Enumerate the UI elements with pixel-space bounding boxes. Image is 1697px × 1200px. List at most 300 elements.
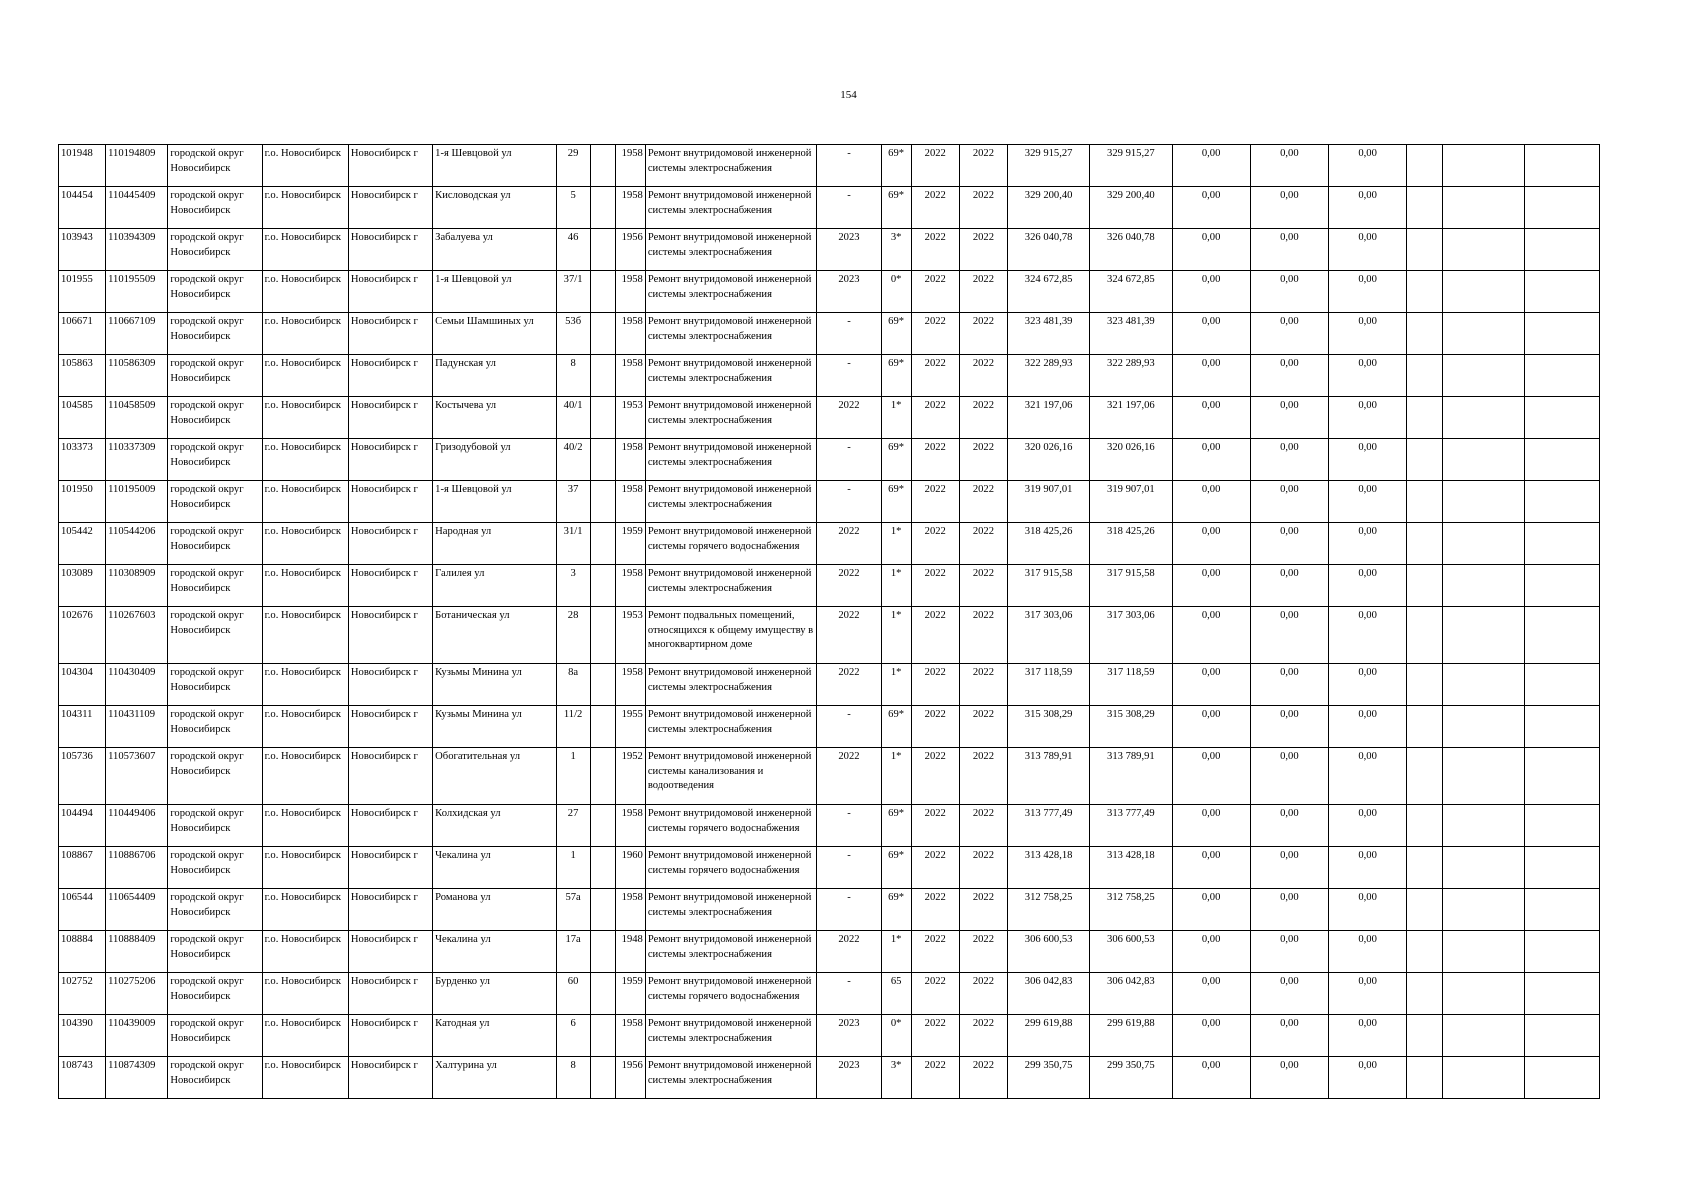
cell-plan-year-start: 2022	[911, 397, 959, 439]
cell-municipality: г.о. Новосибирск	[262, 271, 348, 313]
cell-cost-local: 0,00	[1329, 1015, 1407, 1057]
cell-total-cost: 313 428,18	[1007, 847, 1089, 889]
cell-work-type: Ремонт внутридомовой инженерной системы горячего водоснабжения	[645, 973, 817, 1015]
cell-total-cost: 306 600,53	[1007, 931, 1089, 973]
cell-locality: Новосибирск г	[348, 706, 432, 748]
cell-plan-year-start: 2022	[911, 931, 959, 973]
cell-plan-year-start: 2022	[911, 664, 959, 706]
cell-cost-local: 0,00	[1329, 271, 1407, 313]
cell-extra-col-1	[1407, 481, 1443, 523]
cell-extra-col-1	[1407, 397, 1443, 439]
cell-locality: Новосибирск г	[348, 355, 432, 397]
cell-extra-col-2	[1443, 565, 1524, 607]
cell-work-type: Ремонт внутридомовой инженерной системы электроснабжения	[645, 1015, 817, 1057]
cell-extra-col-3	[1524, 439, 1599, 481]
cell-plan-year-end: 2022	[959, 439, 1007, 481]
cell-build-year: 1958	[615, 889, 645, 931]
cell-municipal-district: городской округ Новосибирск	[168, 565, 262, 607]
cell-build-year: 1953	[615, 607, 645, 664]
cell-extra-col-2	[1443, 523, 1524, 565]
cell-object-code: 110275206	[106, 973, 168, 1015]
cell-work-type: Ремонт внутридомовой инженерной системы электроснабжения	[645, 355, 817, 397]
cell-extra-col-1	[1407, 229, 1443, 271]
cell-extra-col-3	[1524, 889, 1599, 931]
cell-cost-fund: 318 425,26	[1090, 523, 1172, 565]
cell-extra-col-2	[1443, 1057, 1524, 1099]
cell-plan-year-start: 2022	[911, 145, 959, 187]
cell-extra-col-1	[1407, 271, 1443, 313]
cell-cost-federal: 0,00	[1172, 889, 1250, 931]
cell-work-type: Ремонт внутридомовой инженерной системы электроснабжения	[645, 706, 817, 748]
cell-cost-fund: 317 915,58	[1090, 565, 1172, 607]
cell-cost-fund: 319 907,01	[1090, 481, 1172, 523]
cell-prev-year: -	[817, 439, 881, 481]
cell-extra-col-1	[1407, 805, 1443, 847]
cell-object-code: 110431109	[106, 706, 168, 748]
cell-extra-col-1	[1407, 664, 1443, 706]
cell-building	[590, 847, 615, 889]
cell-extra-col-2	[1443, 748, 1524, 805]
cell-cost-fund: 322 289,93	[1090, 355, 1172, 397]
cell-plan-year-end: 2022	[959, 805, 1007, 847]
cell-building	[590, 355, 615, 397]
cell-extra-col-1	[1407, 607, 1443, 664]
cell-object-code: 110458509	[106, 397, 168, 439]
cell-build-year: 1958	[615, 565, 645, 607]
cell-object-code: 110449406	[106, 805, 168, 847]
cell-extra-col-3	[1524, 607, 1599, 664]
cell-total-cost: 317 303,06	[1007, 607, 1089, 664]
cell-extra-col-1	[1407, 973, 1443, 1015]
cell-cost-federal: 0,00	[1172, 706, 1250, 748]
cell-work-type: Ремонт внутридомовой инженерной системы электроснабжения	[645, 271, 817, 313]
cell-extra-col-1	[1407, 847, 1443, 889]
cell-build-year: 1956	[615, 229, 645, 271]
table-row	[59, 805, 1600, 847]
table-row	[59, 748, 1600, 805]
cell-house-number: 5	[556, 187, 590, 229]
cell-locality: Новосибирск г	[348, 889, 432, 931]
cell-extra-col-2	[1443, 271, 1524, 313]
cell-street: Гризодубовой ул	[433, 439, 556, 481]
cell-prev-year: -	[817, 187, 881, 229]
cell-cost-fund: 313 789,91	[1090, 748, 1172, 805]
cell-cost-local: 0,00	[1329, 565, 1407, 607]
cell-row-id: 105442	[59, 523, 106, 565]
cell-total-cost: 317 118,59	[1007, 664, 1089, 706]
cell-cost-local: 0,00	[1329, 145, 1407, 187]
cell-municipal-district: городской округ Новосибирск	[168, 664, 262, 706]
cell-municipal-district: городской округ Новосибирск	[168, 607, 262, 664]
cell-cost-fund: 313 777,49	[1090, 805, 1172, 847]
cell-house-number: 8	[556, 1057, 590, 1099]
cell-row-id: 101950	[59, 481, 106, 523]
cell-total-cost: 323 481,39	[1007, 313, 1089, 355]
cell-cost-regional: 0,00	[1250, 847, 1328, 889]
cell-house-number: 40/1	[556, 397, 590, 439]
cell-cost-local: 0,00	[1329, 748, 1407, 805]
cell-extra-col-2	[1443, 229, 1524, 271]
cell-plan-year-end: 2022	[959, 607, 1007, 664]
cell-municipality: г.о. Новосибирск	[262, 229, 348, 271]
cell-work-type: Ремонт внутридомовой инженерной системы электроснабжения	[645, 931, 817, 973]
cell-total-cost: 329 915,27	[1007, 145, 1089, 187]
cell-object-code: 110654409	[106, 889, 168, 931]
cell-house-number: 40/2	[556, 439, 590, 481]
cell-total-cost: 318 425,26	[1007, 523, 1089, 565]
cell-prev-year: 2023	[817, 1057, 881, 1099]
cell-row-id: 108867	[59, 847, 106, 889]
cell-extra-col-2	[1443, 973, 1524, 1015]
cell-work-type: Ремонт внутридомовой инженерной системы горячего водоснабжения	[645, 847, 817, 889]
cell-cost-regional: 0,00	[1250, 931, 1328, 973]
cell-plan-year-end: 2022	[959, 523, 1007, 565]
cell-street: Кисловодская ул	[433, 187, 556, 229]
cell-municipality: г.о. Новосибирск	[262, 565, 348, 607]
cell-wear-percent: 3*	[881, 1057, 911, 1099]
cell-extra-col-3	[1524, 706, 1599, 748]
cell-row-id: 104311	[59, 706, 106, 748]
cell-total-cost: 329 200,40	[1007, 187, 1089, 229]
cell-build-year: 1960	[615, 847, 645, 889]
cell-extra-col-2	[1443, 481, 1524, 523]
cell-municipality: г.о. Новосибирск	[262, 439, 348, 481]
cell-extra-col-1	[1407, 439, 1443, 481]
cell-plan-year-start: 2022	[911, 565, 959, 607]
cell-cost-regional: 0,00	[1250, 439, 1328, 481]
cell-municipality: г.о. Новосибирск	[262, 313, 348, 355]
cell-cost-regional: 0,00	[1250, 748, 1328, 805]
cell-extra-col-2	[1443, 847, 1524, 889]
cell-work-type: Ремонт подвальных помещений, относящихся к общему имуществу в многоквартирном доме	[645, 607, 817, 664]
cell-wear-percent: 3*	[881, 229, 911, 271]
cell-building	[590, 889, 615, 931]
cell-extra-col-1	[1407, 565, 1443, 607]
cell-street: Кузьмы Минина ул	[433, 664, 556, 706]
cell-cost-federal: 0,00	[1172, 271, 1250, 313]
cell-locality: Новосибирск г	[348, 523, 432, 565]
cell-extra-col-3	[1524, 748, 1599, 805]
cell-build-year: 1958	[615, 664, 645, 706]
cell-municipality: г.о. Новосибирск	[262, 1057, 348, 1099]
cell-locality: Новосибирск г	[348, 481, 432, 523]
cell-street: Забалуева ул	[433, 229, 556, 271]
cell-municipality: г.о. Новосибирск	[262, 397, 348, 439]
cell-cost-fund: 317 303,06	[1090, 607, 1172, 664]
cell-cost-fund: 317 118,59	[1090, 664, 1172, 706]
cell-extra-col-2	[1443, 805, 1524, 847]
cell-street: Кузьмы Минина ул	[433, 706, 556, 748]
cell-extra-col-3	[1524, 271, 1599, 313]
cell-locality: Новосибирск г	[348, 748, 432, 805]
cell-wear-percent: 69*	[881, 481, 911, 523]
cell-plan-year-end: 2022	[959, 271, 1007, 313]
cell-municipal-district: городской округ Новосибирск	[168, 187, 262, 229]
cell-total-cost: 319 907,01	[1007, 481, 1089, 523]
cell-municipality: г.о. Новосибирск	[262, 187, 348, 229]
cell-cost-federal: 0,00	[1172, 187, 1250, 229]
cell-cost-fund: 326 040,78	[1090, 229, 1172, 271]
cell-build-year: 1958	[615, 805, 645, 847]
cell-object-code: 110195509	[106, 271, 168, 313]
cell-total-cost: 313 777,49	[1007, 805, 1089, 847]
cell-wear-percent: 1*	[881, 397, 911, 439]
table-row	[59, 145, 1600, 187]
table-row	[59, 481, 1600, 523]
table-row	[59, 607, 1600, 664]
cell-row-id: 103943	[59, 229, 106, 271]
table-row	[59, 847, 1600, 889]
cell-cost-regional: 0,00	[1250, 607, 1328, 664]
cell-cost-local: 0,00	[1329, 187, 1407, 229]
cell-work-type: Ремонт внутридомовой инженерной системы электроснабжения	[645, 1057, 817, 1099]
cell-wear-percent: 69*	[881, 313, 911, 355]
cell-cost-federal: 0,00	[1172, 931, 1250, 973]
cell-street: Халтурина ул	[433, 1057, 556, 1099]
cell-plan-year-end: 2022	[959, 1015, 1007, 1057]
cell-building	[590, 271, 615, 313]
cell-work-type: Ремонт внутридомовой инженерной системы электроснабжения	[645, 889, 817, 931]
cell-building	[590, 481, 615, 523]
cell-wear-percent: 1*	[881, 664, 911, 706]
cell-prev-year: 2022	[817, 523, 881, 565]
cell-street: Падунская ул	[433, 355, 556, 397]
cell-prev-year: -	[817, 313, 881, 355]
cell-plan-year-start: 2022	[911, 889, 959, 931]
cell-plan-year-end: 2022	[959, 187, 1007, 229]
cell-cost-local: 0,00	[1329, 706, 1407, 748]
cell-municipality: г.о. Новосибирск	[262, 664, 348, 706]
cell-build-year: 1953	[615, 397, 645, 439]
cell-object-code: 110267603	[106, 607, 168, 664]
cell-building	[590, 523, 615, 565]
cell-extra-col-2	[1443, 931, 1524, 973]
cell-cost-fund: 320 026,16	[1090, 439, 1172, 481]
cell-extra-col-2	[1443, 439, 1524, 481]
cell-prev-year: 2022	[817, 931, 881, 973]
cell-row-id: 102676	[59, 607, 106, 664]
cell-row-id: 102752	[59, 973, 106, 1015]
cell-wear-percent: 1*	[881, 607, 911, 664]
table-row	[59, 889, 1600, 931]
cell-street: Чекалина ул	[433, 931, 556, 973]
cell-extra-col-1	[1407, 187, 1443, 229]
cell-extra-col-3	[1524, 1057, 1599, 1099]
cell-cost-regional: 0,00	[1250, 187, 1328, 229]
cell-locality: Новосибирск г	[348, 664, 432, 706]
cell-extra-col-3	[1524, 229, 1599, 271]
cell-prev-year: 2023	[817, 229, 881, 271]
cell-cost-local: 0,00	[1329, 664, 1407, 706]
cell-plan-year-start: 2022	[911, 805, 959, 847]
cell-municipal-district: городской округ Новосибирск	[168, 748, 262, 805]
cell-work-type: Ремонт внутридомовой инженерной системы горячего водоснабжения	[645, 523, 817, 565]
cell-cost-fund: 315 308,29	[1090, 706, 1172, 748]
cell-building	[590, 565, 615, 607]
cell-extra-col-1	[1407, 355, 1443, 397]
cell-locality: Новосибирск г	[348, 973, 432, 1015]
cell-municipal-district: городской округ Новосибирск	[168, 706, 262, 748]
cell-locality: Новосибирск г	[348, 805, 432, 847]
cell-row-id: 105863	[59, 355, 106, 397]
cell-street: Семьи Шамшиных ул	[433, 313, 556, 355]
cell-street: 1-я Шевцовой ул	[433, 271, 556, 313]
table-row	[59, 271, 1600, 313]
cell-total-cost: 326 040,78	[1007, 229, 1089, 271]
cell-house-number: 1	[556, 748, 590, 805]
cell-prev-year: -	[817, 355, 881, 397]
cell-plan-year-end: 2022	[959, 931, 1007, 973]
cell-cost-regional: 0,00	[1250, 1057, 1328, 1099]
cell-building	[590, 439, 615, 481]
cell-object-code: 110430409	[106, 664, 168, 706]
cell-municipal-district: городской округ Новосибирск	[168, 439, 262, 481]
cell-municipal-district: городской округ Новосибирск	[168, 481, 262, 523]
cell-cost-federal: 0,00	[1172, 439, 1250, 481]
cell-cost-fund: 329 915,27	[1090, 145, 1172, 187]
cell-cost-regional: 0,00	[1250, 313, 1328, 355]
cell-total-cost: 320 026,16	[1007, 439, 1089, 481]
cell-row-id: 106671	[59, 313, 106, 355]
cell-cost-fund: 306 042,83	[1090, 973, 1172, 1015]
cell-wear-percent: 69*	[881, 355, 911, 397]
cell-plan-year-end: 2022	[959, 313, 1007, 355]
cell-cost-fund: 313 428,18	[1090, 847, 1172, 889]
table-row	[59, 397, 1600, 439]
cell-cost-local: 0,00	[1329, 931, 1407, 973]
cell-extra-col-2	[1443, 355, 1524, 397]
cell-plan-year-end: 2022	[959, 706, 1007, 748]
cell-object-code: 110439009	[106, 1015, 168, 1057]
cell-object-code: 110888409	[106, 931, 168, 973]
cell-cost-federal: 0,00	[1172, 973, 1250, 1015]
cell-plan-year-end: 2022	[959, 397, 1007, 439]
cell-plan-year-end: 2022	[959, 664, 1007, 706]
cell-house-number: 31/1	[556, 523, 590, 565]
cell-cost-federal: 0,00	[1172, 664, 1250, 706]
cell-municipality: г.о. Новосибирск	[262, 931, 348, 973]
cell-street: Галилея ул	[433, 565, 556, 607]
cell-building	[590, 187, 615, 229]
cell-extra-col-3	[1524, 481, 1599, 523]
cell-house-number: 37/1	[556, 271, 590, 313]
cell-building	[590, 397, 615, 439]
cell-extra-col-2	[1443, 145, 1524, 187]
cell-cost-fund: 299 350,75	[1090, 1057, 1172, 1099]
cell-prev-year: 2022	[817, 748, 881, 805]
cell-house-number: 60	[556, 973, 590, 1015]
table-row	[59, 1057, 1600, 1099]
cell-plan-year-end: 2022	[959, 748, 1007, 805]
cell-municipality: г.о. Новосибирск	[262, 145, 348, 187]
table-row	[59, 565, 1600, 607]
cell-row-id: 108884	[59, 931, 106, 973]
cell-municipality: г.о. Новосибирск	[262, 889, 348, 931]
cell-row-id: 104390	[59, 1015, 106, 1057]
cell-extra-col-2	[1443, 889, 1524, 931]
cell-wear-percent: 1*	[881, 931, 911, 973]
cell-cost-fund: 306 600,53	[1090, 931, 1172, 973]
cell-municipal-district: городской округ Новосибирск	[168, 1015, 262, 1057]
cell-street: Ботаническая ул	[433, 607, 556, 664]
cell-municipality: г.о. Новосибирск	[262, 847, 348, 889]
cell-house-number: 53б	[556, 313, 590, 355]
cell-cost-local: 0,00	[1329, 397, 1407, 439]
cell-building	[590, 1015, 615, 1057]
cell-prev-year: 2022	[817, 397, 881, 439]
cell-street: Обогатительная ул	[433, 748, 556, 805]
cell-build-year: 1958	[615, 145, 645, 187]
cell-cost-regional: 0,00	[1250, 805, 1328, 847]
cell-cost-federal: 0,00	[1172, 565, 1250, 607]
cell-locality: Новосибирск г	[348, 931, 432, 973]
cell-cost-federal: 0,00	[1172, 748, 1250, 805]
cell-build-year: 1958	[615, 313, 645, 355]
cell-street: Колхидская ул	[433, 805, 556, 847]
cell-cost-federal: 0,00	[1172, 481, 1250, 523]
cell-row-id: 103089	[59, 565, 106, 607]
cell-locality: Новосибирск г	[348, 565, 432, 607]
cell-build-year: 1958	[615, 355, 645, 397]
cell-work-type: Ремонт внутридомовой инженерной системы электроснабжения	[645, 664, 817, 706]
cell-extra-col-1	[1407, 1015, 1443, 1057]
table-row	[59, 355, 1600, 397]
cell-prev-year: -	[817, 889, 881, 931]
cell-work-type: Ремонт внутридомовой инженерной системы электроснабжения	[645, 145, 817, 187]
cell-object-code: 110886706	[106, 847, 168, 889]
cell-house-number: 8	[556, 355, 590, 397]
cell-prev-year: -	[817, 805, 881, 847]
cell-cost-local: 0,00	[1329, 889, 1407, 931]
cell-house-number: 29	[556, 145, 590, 187]
cell-building	[590, 145, 615, 187]
cell-work-type: Ремонт внутридомовой инженерной системы горячего водоснабжения	[645, 805, 817, 847]
cell-house-number: 37	[556, 481, 590, 523]
cell-cost-local: 0,00	[1329, 1057, 1407, 1099]
cell-plan-year-start: 2022	[911, 706, 959, 748]
cell-municipal-district: городской округ Новосибирск	[168, 523, 262, 565]
cell-locality: Новосибирск г	[348, 607, 432, 664]
cell-object-code: 110308909	[106, 565, 168, 607]
cell-cost-regional: 0,00	[1250, 1015, 1328, 1057]
table-row	[59, 1015, 1600, 1057]
cell-build-year: 1958	[615, 481, 645, 523]
cell-extra-col-1	[1407, 1057, 1443, 1099]
cell-building	[590, 229, 615, 271]
cell-plan-year-start: 2022	[911, 271, 959, 313]
cell-object-code: 110195009	[106, 481, 168, 523]
cell-building	[590, 607, 615, 664]
cell-locality: Новосибирск г	[348, 229, 432, 271]
cell-extra-col-3	[1524, 847, 1599, 889]
cell-row-id: 101955	[59, 271, 106, 313]
cell-extra-col-3	[1524, 355, 1599, 397]
cell-municipal-district: городской округ Новосибирск	[168, 397, 262, 439]
cell-wear-percent: 69*	[881, 805, 911, 847]
cell-locality: Новосибирск г	[348, 187, 432, 229]
cell-object-code: 110667109	[106, 313, 168, 355]
cell-cost-federal: 0,00	[1172, 847, 1250, 889]
cell-cost-federal: 0,00	[1172, 397, 1250, 439]
cell-work-type: Ремонт внутридомовой инженерной системы электроснабжения	[645, 565, 817, 607]
cell-row-id: 108743	[59, 1057, 106, 1099]
cell-plan-year-start: 2022	[911, 847, 959, 889]
cell-building	[590, 805, 615, 847]
cell-building	[590, 973, 615, 1015]
cell-total-cost: 315 308,29	[1007, 706, 1089, 748]
cell-plan-year-end: 2022	[959, 973, 1007, 1015]
cell-row-id: 101948	[59, 145, 106, 187]
